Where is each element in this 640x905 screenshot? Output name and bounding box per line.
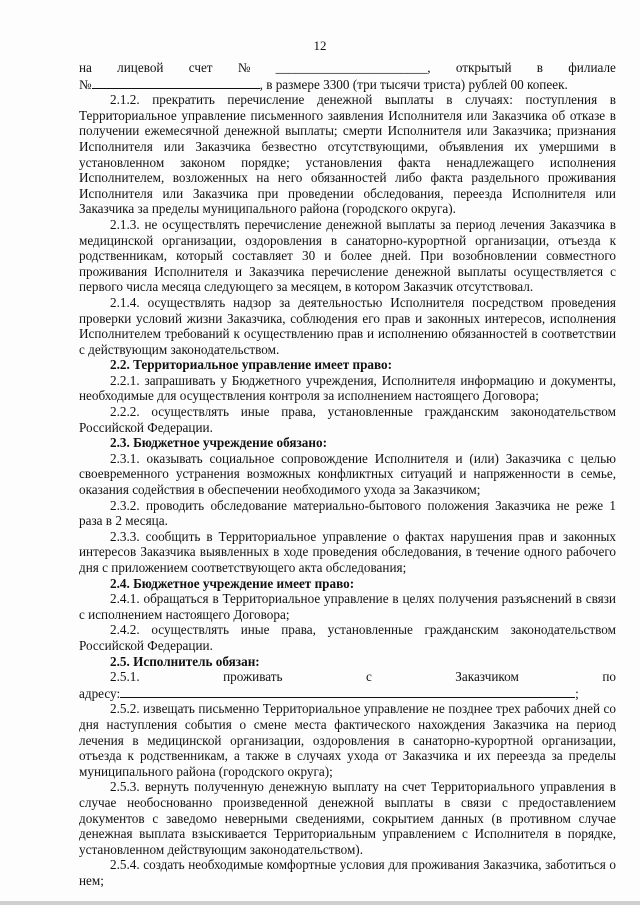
account-word: лицевой [117,60,164,75]
page-number: 12 [313,38,327,53]
amount-line [79,76,616,93]
account-word: № [237,60,251,75]
clause-2-5-1-word: 2.5.1. [110,669,140,685]
section-heading-2-5: 2.5. Исполнитель обязан: [110,653,260,669]
account-word: открытый [455,60,512,75]
clause-2-1-4: 2.1.4. осуществлять надзор за деятельностью Исполнителя посредством проведения проверки условий жизни Заказчика, соблюдения его прав и законных интересов, исполнения Исполнителем требований к осуществлению прав и исполнению обязанностей в соответствии с действующим законодательством. [79,294,616,357]
clause-2-5-1-word: Заказчиком [455,669,519,685]
document-body [79,60,616,888]
clause-2-1-2: 2.1.2. прекратить перечисление денежной выплаты в случаях: поступления в Территориальное управление письменного заявления Исполнителя или Заказчика об отказе в получении ежемесячной денежной выплаты; смерти Исполнителя или Заказчика; признания Исполнителя или Заказчика безвестно отсутствующими, объявления их умершими в установленном законом порядке; установления факта ненадлежащего исполнения Исполнителем, возложенных на него обязанностей либо факта раздельного проживания Исполнителя или Заказчика при проведении обследования, переезда Исполнителя или Заказчика за пределы муниципального района (городского округа). [79,92,616,217]
account-line [79,60,616,76]
clause-2-5-1-word: проживать [223,669,283,685]
address-end: ; [575,685,579,701]
account-word: счет [188,60,213,75]
section-heading-2-4: 2.4. Бюджетное учреждение имеет право: [110,575,355,591]
account-number-blank: _______________________, [275,60,431,75]
clause-2-2-1: 2.2.1. запрашивать у Бюджетного учреждения, Исполнителя информацию и документы, необходимые для осуществления контроля за исполнением настоящего Договора; [79,372,616,404]
branch-number-label: № [79,76,92,92]
clause-2-5-4: 2.5.4. создать необходимые комфортные условия для проживания Заказчика, заботиться о нем; [79,857,616,888]
clause-2-4-2: 2.4.2. осуществлять иные права, установленные гражданским законодательством Российской Федерации. [79,622,616,653]
clause-2-1-3: 2.1.3. не осуществлять перечисление денежной выплаты за период лечения Заказчика в медицинской организации, оздоровления в санаторно-курортной организации, отъезда к родственникам, который составляет 30 и более дней. При возобновлении совместного проживания Исполнителя и Заказчика перечисление денежной выплаты осуществляется с первого числа месяца следующего за месяцем, в котором Заказчик отсутствовал. [79,216,616,295]
clause-2-3-1: 2.3.1. оказывать социальное сопровождение Исполнителя и (или) Заказчика с целью своевременного устранения возможных конфликтных ситуаций и напряженности в семье, оказания содействия в обеспечении необходимого ухода за Заказчиком; [79,450,616,498]
branch-number-blank [92,76,260,89]
clause-2-3-3: 2.3.3. сообщить в Территориальное управление о фактах нарушения прав и законных интересов Заказчика выявленных в ходе проведения обследования, в течение одного рабочего дня с приложением соответствующего акта обследования; [79,528,616,575]
account-word: в [536,60,544,75]
address-line [79,685,616,702]
clause-2-5-1-word: с [365,669,372,685]
clause-2-5-3: 2.5.3. вернуть полученную денежную выплату на счет Территориального управления в случае необоснованно произведенной денежной выплаты в связи с предоставлением документов с заведомо неверными сведениями, сокрытием данных (в противном случае денежная выплата взыскивается Территориальным управлением с Исполнителя в порядке, установленном действующим законодательством). [79,779,616,857]
clause-2-5-1-line [79,669,616,685]
scan-edge [0,901,640,905]
clause-2-2-2: 2.2.2. осуществлять иные права, установленные гражданским законодательством Российской Федерации. [79,404,616,435]
clause-2-5-2: 2.5.2. извещать письменно Территориальное управление не позднее трех рабочих дней со дня наступления события о смене места фактического нахождения Заказчика на период лечения в медицинской организации, оздоровления в санаторно-курортной организации, отъезда к родственникам, а также в случаях ухода от Заказчика и их переезда за пределы муниципального района (городского округа); [79,701,616,779]
account-word: на [79,60,92,75]
clause-2-3-2: 2.3.2. проводить обследование материально-бытового положения Заказчика не реже 1 раза в 2 месяца. [79,497,616,529]
address-label: адресу: [79,685,121,701]
account-word: филиале [568,60,616,75]
section-heading-2-2: 2.2. Территориальное управление имеет право: [110,357,393,373]
clause-2-4-1: 2.4.1. обращаться в Территориальное управление в целях получения разъяснений в связи с исполнением настоящего Договора; [79,591,616,622]
clause-2-5-1-word: по [602,669,616,685]
address-blank [120,685,575,698]
section-heading-2-3: 2.3. Бюджетное учреждение обязано: [110,435,327,451]
amount-text: , в размере 3300 (три тысячи триста) рублей 00 копеек. [259,76,568,92]
